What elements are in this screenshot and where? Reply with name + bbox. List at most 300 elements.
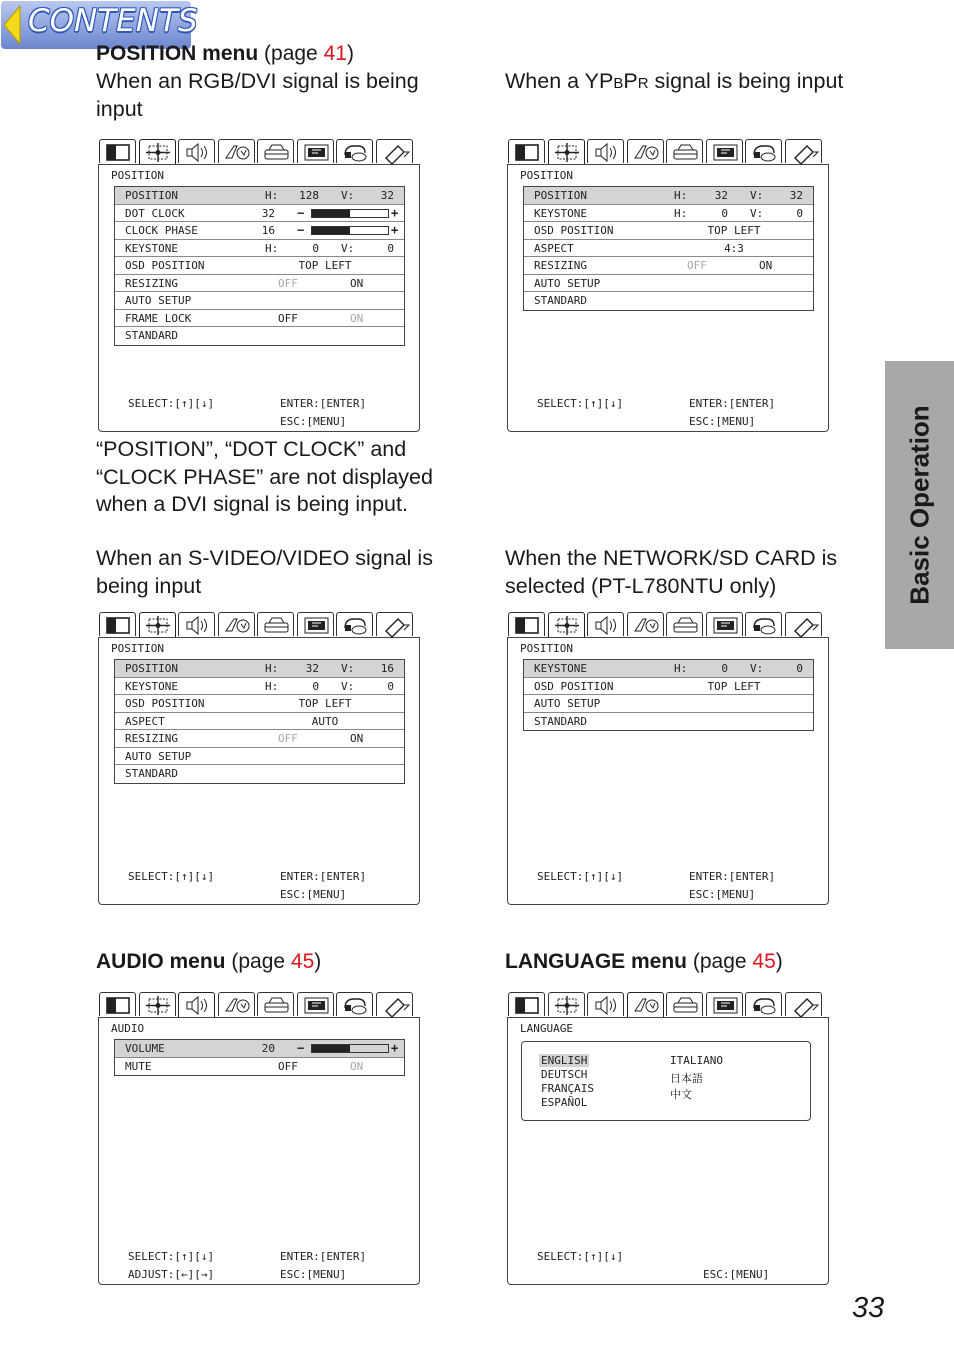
osd-row-label: POSITION	[125, 189, 178, 202]
h-label: H:	[674, 189, 688, 202]
language-menu-heading	[505, 948, 783, 975]
v-value: 0	[796, 206, 803, 220]
option-off[interactable]: OFF	[278, 1059, 298, 1073]
level-bar-fill	[312, 210, 350, 217]
option-tab-icon[interactable]	[666, 992, 703, 1016]
picture-tab-icon[interactable]	[508, 992, 545, 1016]
language-tab-icon[interactable]	[218, 612, 255, 636]
menu-panel	[507, 164, 829, 432]
footer-enter-hint: ENTER:[ENTER]	[689, 397, 776, 410]
option-on[interactable]: ON	[350, 311, 364, 325]
svideo-caption-line: When an S-VIDEO/VIDEO signal is	[96, 546, 433, 570]
osd-row-label: AUTO SETUP	[534, 697, 601, 710]
osd-row[interactable]	[115, 1058, 404, 1076]
menu-tab-bar	[98, 612, 420, 637]
osd-row[interactable]	[115, 730, 404, 748]
language-option[interactable]: ENGLISH	[541, 1054, 588, 1067]
osd-row-label: KEYSTONE	[534, 206, 587, 220]
setting-value: TOP LEFT	[298, 697, 352, 710]
section-side-tab	[885, 361, 954, 649]
menu-panel-title: AUDIO	[111, 1022, 145, 1035]
position-tab-icon-glyph	[140, 140, 177, 164]
osd-row-label: AUTO SETUP	[125, 294, 192, 307]
footer-select-hint: SELECT:[↑][↓]	[128, 397, 215, 410]
footer-esc-hint: ESC:[MENU]	[280, 1268, 347, 1281]
menu-item-list	[523, 186, 814, 311]
audio-tab-icon-glyph	[588, 613, 625, 637]
setting-value: AUTO	[311, 714, 339, 728]
security-tab-icon-glyph	[746, 613, 783, 637]
language-tab-icon-glyph	[628, 613, 665, 637]
dvi-note-line: “CLOCK PHASE” are not displayed	[96, 464, 433, 489]
contents-label: CONTENTS	[28, 3, 198, 39]
picture-tab-icon[interactable]	[99, 992, 136, 1016]
h-label: H:	[674, 662, 688, 675]
security-tab-icon[interactable]	[336, 992, 373, 1016]
h-value: 32	[714, 189, 728, 202]
pen-tab-icon[interactable]	[785, 139, 822, 163]
footer-enter-hint: ENTER:[ENTER]	[280, 870, 367, 883]
network-caption	[505, 545, 837, 600]
v-label: V:	[341, 241, 355, 255]
option-off[interactable]: OFF	[278, 276, 298, 290]
position-tab-icon-glyph	[549, 613, 586, 637]
osd-row-label: RESIZING	[125, 276, 178, 290]
menu-panel	[507, 1017, 829, 1285]
audio-menu-heading	[96, 948, 321, 975]
audio-tab-icon[interactable]	[178, 139, 215, 163]
picture-tab-icon[interactable]	[508, 612, 545, 636]
level-bar[interactable]	[311, 226, 389, 235]
level-bar[interactable]	[311, 1044, 389, 1053]
picture-tab-icon-glyph	[509, 993, 546, 1017]
osd-row[interactable]	[524, 660, 813, 678]
language-list	[521, 1041, 811, 1121]
audio-tab-icon-glyph	[179, 613, 216, 637]
language-tab-icon[interactable]	[627, 139, 664, 163]
adjust-value: 16	[261, 224, 275, 237]
rgb-caption	[96, 68, 419, 123]
footer-esc-hint: ESC:[MENU]	[689, 415, 756, 428]
osd-row[interactable]	[524, 222, 813, 240]
v-label: V:	[750, 206, 764, 220]
option-tab-icon-glyph	[258, 613, 295, 637]
language-option[interactable]: DEUTSCH	[541, 1068, 588, 1081]
setting-value: TOP LEFT	[707, 224, 761, 237]
v-label: V:	[341, 662, 355, 675]
network-tab-icon-glyph	[707, 140, 744, 164]
position-tab-icon[interactable]	[139, 992, 176, 1016]
osd-row-label: STANDARD	[125, 767, 178, 780]
security-tab-icon[interactable]	[745, 139, 782, 163]
osd-screen-position-network	[507, 612, 829, 905]
osd-row[interactable]	[524, 678, 813, 696]
v-value: 16	[380, 662, 394, 675]
audio-tab-icon[interactable]	[587, 612, 624, 636]
menu-tab-bar	[98, 992, 420, 1017]
minus-icon: −	[297, 223, 305, 237]
audio-menu-page-suffix: )	[314, 950, 322, 973]
level-bar-fill	[312, 1045, 350, 1052]
menu-panel	[98, 637, 420, 905]
adjust-value: 32	[261, 206, 275, 220]
audio-tab-icon-glyph	[588, 993, 625, 1017]
h-label: H:	[265, 241, 279, 255]
pen-tab-icon-glyph	[786, 993, 823, 1017]
language-option[interactable]: FRANÇAIS	[541, 1082, 594, 1095]
security-tab-icon-glyph	[746, 140, 783, 164]
security-tab-icon-glyph	[337, 140, 374, 164]
security-tab-icon[interactable]	[745, 992, 782, 1016]
menu-panel-title: POSITION	[520, 169, 573, 182]
option-tab-icon[interactable]	[257, 139, 294, 163]
menu-panel-title: LANGUAGE	[520, 1022, 573, 1035]
audio-menu-title: AUDIO menu	[96, 950, 226, 973]
menu-panel	[98, 1017, 420, 1285]
security-tab-icon-glyph	[337, 613, 374, 637]
h-value: 32	[305, 662, 319, 675]
h-value: 0	[721, 662, 728, 675]
position-tab-icon-glyph	[549, 993, 586, 1017]
v-label: V:	[750, 662, 764, 675]
option-tab-icon[interactable]	[666, 612, 703, 636]
svideo-caption-line: being input	[96, 573, 202, 598]
osd-row[interactable]	[115, 748, 404, 766]
osd-row-label: POSITION	[534, 189, 587, 202]
option-tab-icon[interactable]	[257, 612, 294, 636]
option-tab-icon-glyph	[667, 613, 704, 637]
language-option[interactable]: 日本語	[670, 1072, 703, 1085]
menu-item-list	[114, 186, 405, 346]
plus-icon: +	[391, 205, 399, 220]
language-tab-icon[interactable]	[627, 992, 664, 1017]
pen-tab-icon[interactable]	[785, 992, 822, 1016]
dvi-note-line: “POSITION”, “DOT CLOCK” and	[96, 437, 407, 461]
osd-row-label: RESIZING	[125, 732, 178, 745]
osd-row-label: KEYSTONE	[125, 241, 178, 255]
audio-tab-icon[interactable]	[178, 612, 215, 636]
footer-esc-hint: ESC:[MENU]	[703, 1268, 770, 1281]
position-menu-page-suffix: )	[346, 42, 354, 65]
position-menu-page-link[interactable]: 41	[323, 42, 347, 65]
adjust-value: 20	[261, 1042, 275, 1055]
audio-tab-icon[interactable]	[178, 992, 215, 1017]
v-value: 32	[380, 189, 394, 202]
ypbpr-caption	[505, 68, 843, 98]
ypbpr-caption-p: P	[623, 69, 638, 93]
osd-screen-position-svideo	[98, 612, 420, 905]
security-tab-icon-glyph	[746, 993, 783, 1017]
osd-row[interactable]	[524, 292, 813, 310]
language-option[interactable]: ESPAÑOL	[541, 1096, 588, 1109]
language-tab-icon-glyph	[219, 140, 256, 164]
plus-icon: +	[391, 1041, 399, 1055]
menu-panel-title: POSITION	[111, 169, 164, 182]
level-bar[interactable]	[311, 209, 389, 218]
menu-panel-title: POSITION	[520, 642, 573, 655]
minus-icon: −	[297, 205, 305, 220]
security-tab-icon[interactable]	[336, 139, 373, 163]
h-value: 0	[312, 679, 319, 693]
language-tab-icon[interactable]	[218, 139, 255, 163]
osd-screen-position-rgb	[98, 139, 420, 432]
footer-enter-hint: ENTER:[ENTER]	[280, 397, 367, 410]
picture-tab-icon-glyph	[509, 613, 546, 637]
footer-adjust-hint: ADJUST:[←][→]	[128, 1268, 215, 1281]
menu-tab-bar	[507, 992, 829, 1017]
position-menu-title: POSITION menu	[96, 42, 259, 65]
position-menu-heading	[96, 40, 354, 67]
osd-row-label: OSD POSITION	[125, 259, 205, 272]
position-tab-icon[interactable]	[139, 612, 176, 637]
h-label: H:	[674, 206, 688, 220]
minus-icon: −	[297, 1041, 305, 1055]
footer-esc-hint: ESC:[MENU]	[689, 888, 756, 901]
menu-tab-bar	[98, 139, 420, 164]
position-tab-icon-glyph	[140, 993, 177, 1017]
footer-select-hint: SELECT:[↑][↓]	[537, 397, 624, 410]
option-tab-icon[interactable]	[666, 139, 703, 163]
language-menu-title: LANGUAGE menu	[505, 950, 688, 973]
picture-tab-icon-glyph	[100, 140, 137, 164]
language-tab-icon-glyph	[628, 140, 665, 164]
option-tab-icon-glyph	[258, 993, 295, 1017]
network-tab-icon[interactable]	[706, 139, 743, 163]
osd-row[interactable]	[115, 275, 404, 293]
menu-panel	[507, 637, 829, 905]
ypbpr-caption-post: signal is being input	[648, 69, 844, 93]
menu-panel	[98, 164, 420, 432]
h-value: 128	[299, 189, 319, 202]
footer-select-hint: SELECT:[↑][↓]	[537, 870, 624, 883]
osd-row[interactable]	[115, 310, 404, 328]
osd-row-label: RESIZING	[534, 259, 587, 272]
h-value: 0	[312, 241, 319, 255]
osd-row[interactable]	[115, 695, 404, 713]
ypbpr-caption-sub-r: R	[637, 75, 649, 92]
rgb-caption-line: When an RGB/DVI signal is being	[96, 69, 419, 93]
osd-row-label: POSITION	[125, 662, 178, 675]
pen-tab-icon[interactable]	[785, 612, 822, 636]
network-tab-icon-glyph	[298, 613, 335, 637]
osd-row-label: VOLUME	[125, 1042, 165, 1055]
osd-row[interactable]	[115, 327, 404, 345]
audio-tab-icon[interactable]	[587, 992, 624, 1016]
section-side-tab-label: Basic Operation	[904, 405, 934, 605]
osd-row-label: MUTE	[125, 1059, 152, 1073]
language-menu-page-suffix: )	[775, 950, 783, 973]
osd-row-label: OSD POSITION	[534, 679, 614, 693]
menu-item-list	[523, 659, 814, 731]
menu-item-list	[114, 659, 405, 784]
footer-select-hint: SELECT:[↑][↓]	[537, 1250, 624, 1263]
pen-tab-icon-glyph	[786, 613, 823, 637]
picture-tab-icon[interactable]	[99, 139, 136, 163]
language-menu-page-link[interactable]: 45	[752, 950, 776, 973]
network-tab-icon[interactable]	[706, 612, 743, 636]
page-number: 33	[852, 1292, 885, 1324]
pen-tab-icon[interactable]	[376, 612, 413, 636]
osd-row[interactable]	[115, 205, 404, 223]
network-caption-line: selected (PT-L780NTU only)	[505, 573, 777, 598]
audio-tab-icon-glyph	[179, 140, 216, 164]
language-option[interactable]: ITALIANO	[670, 1054, 723, 1067]
osd-row[interactable]	[115, 222, 404, 240]
picture-tab-icon-glyph	[100, 993, 137, 1017]
picture-tab-icon[interactable]	[99, 612, 136, 636]
picture-tab-icon-glyph	[100, 613, 137, 637]
network-tab-icon[interactable]	[297, 992, 334, 1016]
osd-row-label: AUTO SETUP	[534, 276, 601, 290]
option-tab-icon-glyph	[258, 140, 295, 164]
network-tab-icon-glyph	[298, 993, 335, 1017]
option-on[interactable]: ON	[350, 1059, 364, 1073]
v-label: V:	[341, 189, 355, 202]
pen-tab-icon-glyph	[786, 140, 823, 164]
footer-esc-hint: ESC:[MENU]	[280, 888, 347, 901]
osd-row-label: ASPECT	[125, 714, 165, 728]
osd-row[interactable]	[115, 660, 404, 678]
osd-row-label: CLOCK PHASE	[125, 224, 198, 237]
menu-panel-title: POSITION	[111, 642, 164, 655]
language-tab-icon-glyph	[219, 613, 256, 637]
network-tab-icon-glyph	[298, 140, 335, 164]
h-label: H:	[265, 679, 279, 693]
setting-value: TOP LEFT	[298, 259, 352, 272]
ypbpr-caption-sub-b: B	[613, 75, 624, 92]
footer-esc-hint: ESC:[MENU]	[280, 415, 347, 428]
osd-row-label: KEYSTONE	[125, 679, 178, 693]
osd-row-label: OSD POSITION	[125, 697, 205, 710]
osd-row-label: STANDARD	[534, 294, 587, 307]
h-label: H:	[265, 662, 279, 675]
menu-tab-bar	[507, 139, 829, 164]
audio-menu-page-prefix: (page	[231, 950, 291, 973]
option-tab-icon-glyph	[667, 140, 704, 164]
h-value: 0	[721, 206, 728, 220]
ypbpr-caption-pre: When a YP	[505, 69, 614, 93]
position-tab-icon-glyph	[140, 613, 177, 637]
plus-icon: +	[391, 223, 399, 237]
v-label: V:	[750, 189, 764, 202]
osd-row-label: KEYSTONE	[534, 662, 587, 675]
option-tab-icon[interactable]	[257, 992, 294, 1016]
network-tab-icon-glyph	[707, 613, 744, 637]
language-tab-icon-glyph	[628, 993, 665, 1017]
language-option[interactable]: 中文	[670, 1088, 692, 1101]
footer-select-hint: SELECT:[↑][↓]	[128, 870, 215, 883]
osd-row[interactable]	[115, 292, 404, 310]
position-tab-icon[interactable]	[139, 139, 176, 164]
security-tab-icon[interactable]	[336, 612, 373, 636]
v-value: 32	[789, 189, 803, 202]
level-bar-fill	[312, 227, 350, 234]
picture-tab-icon[interactable]	[508, 139, 545, 163]
pen-tab-icon[interactable]	[376, 992, 413, 1016]
v-value: 0	[796, 662, 803, 675]
osd-row[interactable]	[115, 257, 404, 275]
osd-row[interactable]	[524, 187, 813, 205]
position-menu-page-prefix: (page	[264, 42, 324, 65]
position-tab-icon[interactable]	[548, 612, 585, 637]
setting-value: TOP LEFT	[707, 679, 761, 693]
option-off[interactable]: OFF	[687, 259, 707, 272]
osd-screen-language	[507, 992, 829, 1285]
network-tab-icon[interactable]	[297, 139, 334, 163]
v-label: V:	[341, 679, 355, 693]
osd-row[interactable]	[115, 678, 404, 696]
language-tab-icon[interactable]	[218, 992, 255, 1016]
v-value: 0	[387, 679, 394, 693]
security-tab-icon[interactable]	[745, 612, 782, 636]
language-menu-page-prefix: (page	[692, 950, 753, 973]
language-tab-icon[interactable]	[627, 612, 664, 636]
audio-tab-icon-glyph	[588, 140, 625, 164]
option-off[interactable]: OFF	[278, 732, 298, 745]
osd-row[interactable]	[115, 240, 404, 258]
rgb-caption-line: input	[96, 96, 143, 121]
option-off[interactable]: OFF	[278, 311, 298, 325]
h-label: H:	[265, 189, 279, 202]
osd-row[interactable]	[524, 695, 813, 713]
osd-row-label: ASPECT	[534, 241, 574, 255]
osd-row[interactable]	[524, 240, 813, 258]
osd-row-label: DOT CLOCK	[125, 206, 185, 220]
option-on[interactable]: ON	[759, 259, 773, 272]
option-on[interactable]: ON	[350, 276, 364, 290]
osd-row[interactable]	[115, 187, 404, 205]
osd-row-label: OSD POSITION	[534, 224, 614, 237]
osd-screen-audio	[98, 992, 420, 1285]
position-tab-icon-glyph	[549, 140, 586, 164]
osd-row[interactable]	[115, 765, 404, 783]
dvi-note	[96, 436, 433, 519]
osd-row[interactable]	[524, 205, 813, 223]
osd-row-label: STANDARD	[125, 329, 178, 342]
osd-row[interactable]	[115, 713, 404, 731]
option-on[interactable]: ON	[350, 732, 364, 745]
osd-row-label: FRAME LOCK	[125, 311, 192, 325]
language-tab-icon-glyph	[219, 993, 256, 1017]
pen-tab-icon-glyph	[377, 993, 414, 1017]
position-tab-icon[interactable]	[548, 139, 585, 164]
osd-row[interactable]	[115, 1040, 404, 1058]
footer-enter-hint: ENTER:[ENTER]	[689, 870, 776, 883]
option-tab-icon-glyph	[667, 993, 704, 1017]
osd-row[interactable]	[524, 275, 813, 293]
audio-tab-icon-glyph	[179, 993, 216, 1017]
footer-select-hint: SELECT:[↑][↓]	[128, 1250, 215, 1263]
audio-tab-icon[interactable]	[587, 139, 624, 163]
pen-tab-icon[interactable]	[376, 139, 413, 163]
network-tab-icon-glyph	[707, 993, 744, 1017]
security-tab-icon-glyph	[337, 993, 374, 1017]
footer-enter-hint: ENTER:[ENTER]	[280, 1250, 367, 1263]
menu-item-list	[114, 1039, 405, 1076]
osd-row[interactable]	[524, 713, 813, 731]
network-tab-icon[interactable]	[706, 992, 743, 1016]
network-tab-icon[interactable]	[297, 612, 334, 636]
osd-screen-position-ypbpr	[507, 139, 829, 432]
network-caption-line: When the NETWORK/SD CARD is	[505, 546, 838, 570]
position-tab-icon[interactable]	[548, 992, 585, 1016]
svideo-caption	[96, 545, 433, 600]
osd-row-label: AUTO SETUP	[125, 749, 192, 763]
audio-menu-page-link[interactable]: 45	[290, 950, 315, 973]
pen-tab-icon-glyph	[377, 140, 414, 164]
osd-row[interactable]	[524, 257, 813, 275]
setting-value: 4:3	[724, 241, 744, 255]
